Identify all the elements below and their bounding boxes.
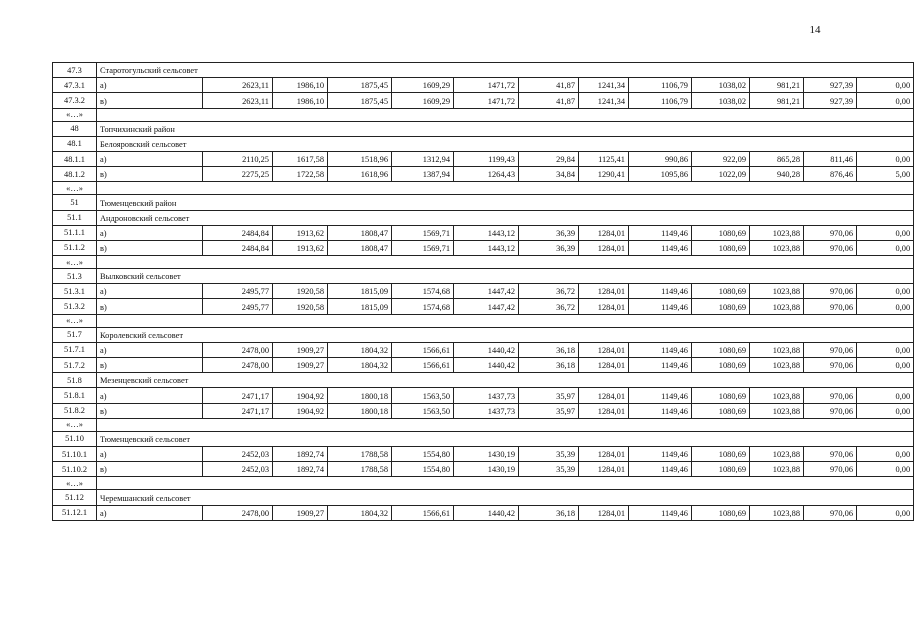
value-cell: 1875,45 xyxy=(328,78,392,93)
row-code: 48 xyxy=(53,121,97,136)
row-code: «…» xyxy=(53,314,97,327)
value-cell: 2484,84 xyxy=(203,240,273,255)
value-cell: 0,00 xyxy=(857,225,914,240)
ellipsis-filler xyxy=(97,418,914,431)
value-cell: 1149,46 xyxy=(629,240,692,255)
row-code: 51.8.2 xyxy=(53,403,97,418)
value-cell: 1618,96 xyxy=(328,167,392,182)
value-cell: 1149,46 xyxy=(629,299,692,314)
value-cell: 1443,12 xyxy=(454,225,519,240)
row-label: в) xyxy=(97,299,203,314)
row-label: а) xyxy=(97,78,203,93)
value-cell: 922,09 xyxy=(692,151,750,166)
value-cell: 1986,10 xyxy=(273,93,328,108)
value-cell: 1106,79 xyxy=(629,93,692,108)
ellipsis-row xyxy=(53,108,914,121)
value-cell: 1023,88 xyxy=(750,462,804,477)
value-cell: 36,39 xyxy=(519,225,579,240)
value-cell: 1080,69 xyxy=(692,240,750,255)
value-cell: 2495,77 xyxy=(203,284,273,299)
value-cell: 1149,46 xyxy=(629,505,692,520)
value-cell: 1920,58 xyxy=(273,284,328,299)
value-cell: 1566,61 xyxy=(392,342,454,357)
value-cell: 1804,32 xyxy=(328,505,392,520)
section-title: Вылковский сельсовет xyxy=(97,269,914,284)
value-cell: 1023,88 xyxy=(750,446,804,461)
value-cell: 1080,69 xyxy=(692,462,750,477)
value-cell: 2478,00 xyxy=(203,358,273,373)
value-cell: 1554,80 xyxy=(392,446,454,461)
value-cell: 1566,61 xyxy=(392,505,454,520)
row-code: 51 xyxy=(53,195,97,210)
row-code: «…» xyxy=(53,182,97,195)
value-cell: 1023,88 xyxy=(750,505,804,520)
value-cell: 1290,41 xyxy=(579,167,629,182)
value-cell: 34,84 xyxy=(519,167,579,182)
table-row xyxy=(53,342,914,357)
table-row xyxy=(53,462,914,477)
value-cell: 1080,69 xyxy=(692,403,750,418)
value-cell: 1609,29 xyxy=(392,78,454,93)
row-code: 47.3.2 xyxy=(53,93,97,108)
tariff-table xyxy=(52,62,914,521)
table-row xyxy=(53,240,914,255)
value-cell: 1149,46 xyxy=(629,446,692,461)
value-cell: 970,06 xyxy=(804,299,857,314)
value-cell: 981,21 xyxy=(750,78,804,93)
table-row xyxy=(53,403,914,418)
row-label: а) xyxy=(97,505,203,520)
value-cell: 2478,00 xyxy=(203,505,273,520)
table-row xyxy=(53,225,914,240)
value-cell: 1920,58 xyxy=(273,299,328,314)
value-cell: 1788,58 xyxy=(328,462,392,477)
value-cell: 0,00 xyxy=(857,388,914,403)
section-title: Черемшанский сельсовет xyxy=(97,490,914,505)
section-title: Топчихинский район xyxy=(97,121,914,136)
row-code: 51.8 xyxy=(53,373,97,388)
section-row xyxy=(53,490,914,505)
value-cell: 1447,42 xyxy=(454,299,519,314)
value-cell: 1387,94 xyxy=(392,167,454,182)
value-cell: 1722,58 xyxy=(273,167,328,182)
value-cell: 940,28 xyxy=(750,167,804,182)
value-cell: 1574,68 xyxy=(392,299,454,314)
value-cell: 1554,80 xyxy=(392,462,454,477)
ellipsis-row xyxy=(53,418,914,431)
section-title: Мезенцевский сельсовет xyxy=(97,373,914,388)
value-cell: 970,06 xyxy=(804,462,857,477)
value-cell: 0,00 xyxy=(857,151,914,166)
value-cell: 1430,19 xyxy=(454,462,519,477)
row-code: 51.1.1 xyxy=(53,225,97,240)
table-row xyxy=(53,151,914,166)
value-cell: 1199,43 xyxy=(454,151,519,166)
value-cell: 0,00 xyxy=(857,358,914,373)
value-cell: 35,39 xyxy=(519,462,579,477)
value-cell: 1437,73 xyxy=(454,388,519,403)
section-row xyxy=(53,210,914,225)
value-cell: 1284,01 xyxy=(579,240,629,255)
row-label: а) xyxy=(97,284,203,299)
value-cell: 36,72 xyxy=(519,299,579,314)
row-label: в) xyxy=(97,462,203,477)
value-cell: 0,00 xyxy=(857,462,914,477)
value-cell: 1430,19 xyxy=(454,446,519,461)
row-label: а) xyxy=(97,446,203,461)
table-row xyxy=(53,358,914,373)
ellipsis-row xyxy=(53,256,914,269)
value-cell: 927,39 xyxy=(804,78,857,93)
row-label: в) xyxy=(97,167,203,182)
value-cell: 1875,45 xyxy=(328,93,392,108)
value-cell: 1471,72 xyxy=(454,78,519,93)
section-title: Старотогульский сельсовет xyxy=(97,63,914,78)
value-cell: 1284,01 xyxy=(579,446,629,461)
value-cell: 1023,88 xyxy=(750,403,804,418)
value-cell: 36,18 xyxy=(519,358,579,373)
table-row xyxy=(53,78,914,93)
value-cell: 0,00 xyxy=(857,284,914,299)
value-cell: 1566,61 xyxy=(392,358,454,373)
value-cell: 970,06 xyxy=(804,240,857,255)
row-code: 51.3 xyxy=(53,269,97,284)
value-cell: 1023,88 xyxy=(750,284,804,299)
value-cell: 1023,88 xyxy=(750,388,804,403)
value-cell: 36,18 xyxy=(519,505,579,520)
row-code: 51.10.1 xyxy=(53,446,97,461)
value-cell: 1563,50 xyxy=(392,403,454,418)
value-cell: 1447,42 xyxy=(454,284,519,299)
value-cell: 1284,01 xyxy=(579,342,629,357)
value-cell: 1909,27 xyxy=(273,342,328,357)
row-code: 51.8.1 xyxy=(53,388,97,403)
value-cell: 1904,92 xyxy=(273,388,328,403)
value-cell: 1149,46 xyxy=(629,225,692,240)
row-code: 51.12.1 xyxy=(53,505,97,520)
value-cell: 1080,69 xyxy=(692,299,750,314)
value-cell: 1080,69 xyxy=(692,225,750,240)
value-cell: 1149,46 xyxy=(629,388,692,403)
ellipsis-row xyxy=(53,314,914,327)
row-code: 51.7.2 xyxy=(53,358,97,373)
value-cell: 1284,01 xyxy=(579,403,629,418)
value-cell: 1569,71 xyxy=(392,240,454,255)
value-cell: 0,00 xyxy=(857,78,914,93)
row-code: «…» xyxy=(53,477,97,490)
value-cell: 1563,50 xyxy=(392,388,454,403)
section-row xyxy=(53,431,914,446)
value-cell: 35,39 xyxy=(519,446,579,461)
section-title: Белояровский сельсовет xyxy=(97,136,914,151)
value-cell: 1038,02 xyxy=(692,78,750,93)
value-cell: 1284,01 xyxy=(579,462,629,477)
value-cell: 2110,25 xyxy=(203,151,273,166)
value-cell: 1023,88 xyxy=(750,342,804,357)
row-label: а) xyxy=(97,151,203,166)
value-cell: 0,00 xyxy=(857,240,914,255)
value-cell: 2484,84 xyxy=(203,225,273,240)
value-cell: 990,86 xyxy=(629,151,692,166)
value-cell: 1617,58 xyxy=(273,151,328,166)
value-cell: 2495,77 xyxy=(203,299,273,314)
value-cell: 1312,94 xyxy=(392,151,454,166)
value-cell: 876,46 xyxy=(804,167,857,182)
row-code: 51.1 xyxy=(53,210,97,225)
value-cell: 1149,46 xyxy=(629,358,692,373)
value-cell: 36,72 xyxy=(519,284,579,299)
value-cell: 1443,12 xyxy=(454,240,519,255)
value-cell: 1471,72 xyxy=(454,93,519,108)
value-cell: 1440,42 xyxy=(454,358,519,373)
ellipsis-row xyxy=(53,182,914,195)
value-cell: 970,06 xyxy=(804,446,857,461)
table-row xyxy=(53,388,914,403)
value-cell: 0,00 xyxy=(857,505,914,520)
section-row xyxy=(53,121,914,136)
value-cell: 1080,69 xyxy=(692,388,750,403)
value-cell: 29,84 xyxy=(519,151,579,166)
ellipsis-filler xyxy=(97,256,914,269)
value-cell: 1909,27 xyxy=(273,358,328,373)
ellipsis-filler xyxy=(97,108,914,121)
value-cell: 1149,46 xyxy=(629,462,692,477)
value-cell: 35,97 xyxy=(519,403,579,418)
value-cell: 1892,74 xyxy=(273,462,328,477)
section-title: Королевский сельсовет xyxy=(97,327,914,342)
table-row xyxy=(53,446,914,461)
row-code: 51.3.1 xyxy=(53,284,97,299)
value-cell: 2478,00 xyxy=(203,342,273,357)
page-number: 14 xyxy=(809,24,821,36)
value-cell: 927,39 xyxy=(804,93,857,108)
value-cell: 1241,34 xyxy=(579,78,629,93)
value-cell: 1804,32 xyxy=(328,358,392,373)
value-cell: 1106,79 xyxy=(629,78,692,93)
value-cell: 1569,71 xyxy=(392,225,454,240)
value-cell: 1284,01 xyxy=(579,388,629,403)
table-row xyxy=(53,299,914,314)
section-row xyxy=(53,63,914,78)
value-cell: 1149,46 xyxy=(629,284,692,299)
value-cell: 1241,34 xyxy=(579,93,629,108)
value-cell: 1095,86 xyxy=(629,167,692,182)
value-cell: 1892,74 xyxy=(273,446,328,461)
row-code: 47.3.1 xyxy=(53,78,97,93)
value-cell: 1437,73 xyxy=(454,403,519,418)
table-row xyxy=(53,93,914,108)
value-cell: 1080,69 xyxy=(692,358,750,373)
value-cell: 35,97 xyxy=(519,388,579,403)
value-cell: 1788,58 xyxy=(328,446,392,461)
value-cell: 1023,88 xyxy=(750,240,804,255)
value-cell: 1023,88 xyxy=(750,299,804,314)
row-code: 51.7.1 xyxy=(53,342,97,357)
value-cell: 1904,92 xyxy=(273,403,328,418)
section-title: Андроновский сельсовет xyxy=(97,210,914,225)
value-cell: 1264,43 xyxy=(454,167,519,182)
value-cell: 0,00 xyxy=(857,342,914,357)
value-cell: 1149,46 xyxy=(629,342,692,357)
value-cell: 2275,25 xyxy=(203,167,273,182)
value-cell: 1815,09 xyxy=(328,299,392,314)
value-cell: 2452,03 xyxy=(203,446,273,461)
row-label: а) xyxy=(97,388,203,403)
value-cell: 981,21 xyxy=(750,93,804,108)
row-code: 51.10.2 xyxy=(53,462,97,477)
section-row xyxy=(53,269,914,284)
value-cell: 1609,29 xyxy=(392,93,454,108)
row-code: 51.3.2 xyxy=(53,299,97,314)
value-cell: 1804,32 xyxy=(328,342,392,357)
value-cell: 1080,69 xyxy=(692,342,750,357)
row-code: 47.3 xyxy=(53,63,97,78)
value-cell: 970,06 xyxy=(804,388,857,403)
value-cell: 1518,96 xyxy=(328,151,392,166)
row-code: 51.12 xyxy=(53,490,97,505)
value-cell: 2452,03 xyxy=(203,462,273,477)
value-cell: 1808,47 xyxy=(328,240,392,255)
section-row xyxy=(53,136,914,151)
value-cell: 1440,42 xyxy=(454,505,519,520)
section-title: Тюменцевский сельсовет xyxy=(97,431,914,446)
value-cell: 1574,68 xyxy=(392,284,454,299)
row-label: в) xyxy=(97,93,203,108)
ellipsis-row xyxy=(53,477,914,490)
table-row xyxy=(53,284,914,299)
value-cell: 2471,17 xyxy=(203,388,273,403)
value-cell: 1913,62 xyxy=(273,225,328,240)
value-cell: 1800,18 xyxy=(328,403,392,418)
row-code: «…» xyxy=(53,256,97,269)
value-cell: 1800,18 xyxy=(328,388,392,403)
value-cell: 1080,69 xyxy=(692,505,750,520)
value-cell: 1284,01 xyxy=(579,225,629,240)
value-cell: 0,00 xyxy=(857,403,914,418)
value-cell: 1284,01 xyxy=(579,505,629,520)
value-cell: 2623,11 xyxy=(203,78,273,93)
section-row xyxy=(53,327,914,342)
row-code: «…» xyxy=(53,108,97,121)
ellipsis-filler xyxy=(97,477,914,490)
value-cell: 1022,09 xyxy=(692,167,750,182)
value-cell: 970,06 xyxy=(804,284,857,299)
value-cell: 1808,47 xyxy=(328,225,392,240)
row-label: в) xyxy=(97,358,203,373)
value-cell: 1284,01 xyxy=(579,284,629,299)
table-row xyxy=(53,167,914,182)
value-cell: 865,28 xyxy=(750,151,804,166)
ellipsis-filler xyxy=(97,314,914,327)
value-cell: 1023,88 xyxy=(750,358,804,373)
row-code: 51.7 xyxy=(53,327,97,342)
value-cell: 1440,42 xyxy=(454,342,519,357)
value-cell: 970,06 xyxy=(804,403,857,418)
row-code: 51.1.2 xyxy=(53,240,97,255)
value-cell: 5,00 xyxy=(857,167,914,182)
value-cell: 41,87 xyxy=(519,93,579,108)
value-cell: 970,06 xyxy=(804,505,857,520)
value-cell: 970,06 xyxy=(804,358,857,373)
value-cell: 1913,62 xyxy=(273,240,328,255)
value-cell: 970,06 xyxy=(804,225,857,240)
value-cell: 0,00 xyxy=(857,299,914,314)
value-cell: 41,87 xyxy=(519,78,579,93)
row-code: 48.1 xyxy=(53,136,97,151)
value-cell: 1080,69 xyxy=(692,446,750,461)
value-cell: 811,46 xyxy=(804,151,857,166)
ellipsis-filler xyxy=(97,182,914,195)
value-cell: 1815,09 xyxy=(328,284,392,299)
value-cell: 2623,11 xyxy=(203,93,273,108)
row-label: а) xyxy=(97,342,203,357)
value-cell: 2471,17 xyxy=(203,403,273,418)
value-cell: 970,06 xyxy=(804,342,857,357)
table-row xyxy=(53,505,914,520)
value-cell: 0,00 xyxy=(857,446,914,461)
row-label: а) xyxy=(97,225,203,240)
value-cell: 1038,02 xyxy=(692,93,750,108)
value-cell: 1909,27 xyxy=(273,505,328,520)
row-code: 48.1.1 xyxy=(53,151,97,166)
row-code: «…» xyxy=(53,418,97,431)
value-cell: 36,39 xyxy=(519,240,579,255)
row-label: в) xyxy=(97,240,203,255)
value-cell: 1149,46 xyxy=(629,403,692,418)
row-code: 51.10 xyxy=(53,431,97,446)
section-row xyxy=(53,373,914,388)
value-cell: 1284,01 xyxy=(579,299,629,314)
value-cell: 1986,10 xyxy=(273,78,328,93)
value-cell: 36,18 xyxy=(519,342,579,357)
section-row xyxy=(53,195,914,210)
row-code: 48.1.2 xyxy=(53,167,97,182)
section-title: Тюменцевский район xyxy=(97,195,914,210)
value-cell: 1284,01 xyxy=(579,358,629,373)
value-cell: 1023,88 xyxy=(750,225,804,240)
value-cell: 1080,69 xyxy=(692,284,750,299)
value-cell: 0,00 xyxy=(857,93,914,108)
row-label: в) xyxy=(97,403,203,418)
value-cell: 1125,41 xyxy=(579,151,629,166)
